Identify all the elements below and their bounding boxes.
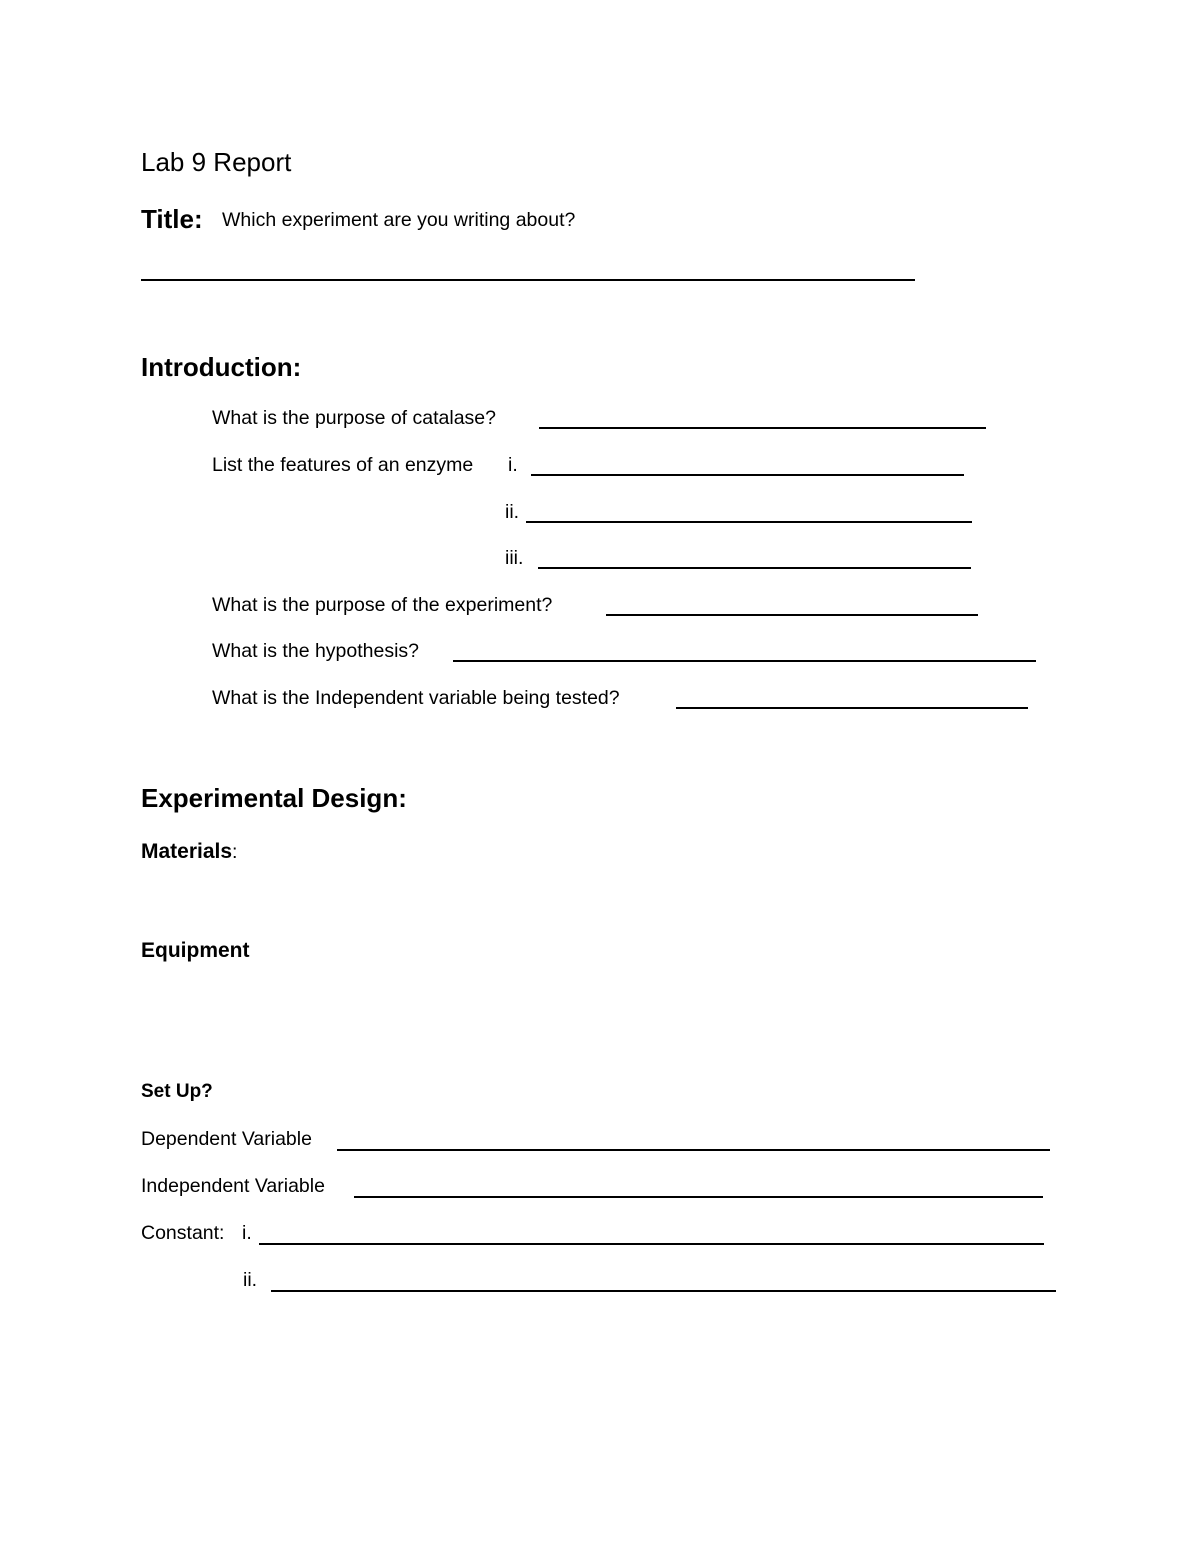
document-heading: Lab 9 Report: [141, 147, 292, 177]
answer-line-feature-iii[interactable]: [538, 567, 971, 569]
answer-line-experiment-purpose[interactable]: [606, 614, 978, 616]
introduction-heading: Introduction:: [141, 352, 302, 382]
materials-heading: [141, 841, 237, 863]
numeral-i: i.: [508, 454, 518, 476]
answer-line-feature-ii[interactable]: [526, 521, 972, 523]
answer-line-constant-i[interactable]: [259, 1243, 1044, 1245]
title-label: Title:: [141, 204, 203, 234]
question-enzyme-features: List the features of an enzyme: [212, 454, 474, 476]
answer-line-catalase[interactable]: [539, 427, 986, 429]
dependent-variable-label: Dependent Variable: [141, 1128, 312, 1150]
experimental-design-heading: Experimental Design:: [141, 783, 407, 813]
constant-numeral-i: i.: [242, 1222, 252, 1244]
answer-line-independent-variable-2[interactable]: [354, 1196, 1043, 1198]
setup-heading: Set Up?: [141, 1081, 213, 1102]
question-catalase: What is the purpose of catalase?: [212, 407, 496, 429]
constant-numeral-ii: ii.: [243, 1269, 258, 1291]
answer-line-hypothesis[interactable]: [453, 660, 1036, 662]
numeral-ii: ii.: [505, 501, 520, 523]
answer-line-feature-i[interactable]: [531, 474, 964, 476]
question-independent-variable: What is the Independent variable being tested?: [212, 687, 620, 709]
independent-variable-label: Independent Variable: [141, 1175, 325, 1197]
materials-label: Materials: [141, 840, 233, 863]
answer-line-dependent-variable[interactable]: [337, 1149, 1050, 1151]
materials-colon: :: [232, 841, 238, 863]
answer-line-constant-ii[interactable]: [271, 1290, 1056, 1292]
question-hypothesis: What is the hypothesis?: [212, 640, 420, 662]
answer-line-independent-variable[interactable]: [676, 707, 1028, 709]
title-answer-line[interactable]: [141, 279, 915, 281]
equipment-heading: Equipment: [141, 939, 250, 962]
numeral-iii: iii.: [505, 547, 524, 569]
question-experiment-purpose: What is the purpose of the experiment?: [212, 594, 553, 616]
constant-label: Constant:: [141, 1222, 225, 1244]
title-prompt: Which experiment are you writing about?: [222, 209, 576, 231]
